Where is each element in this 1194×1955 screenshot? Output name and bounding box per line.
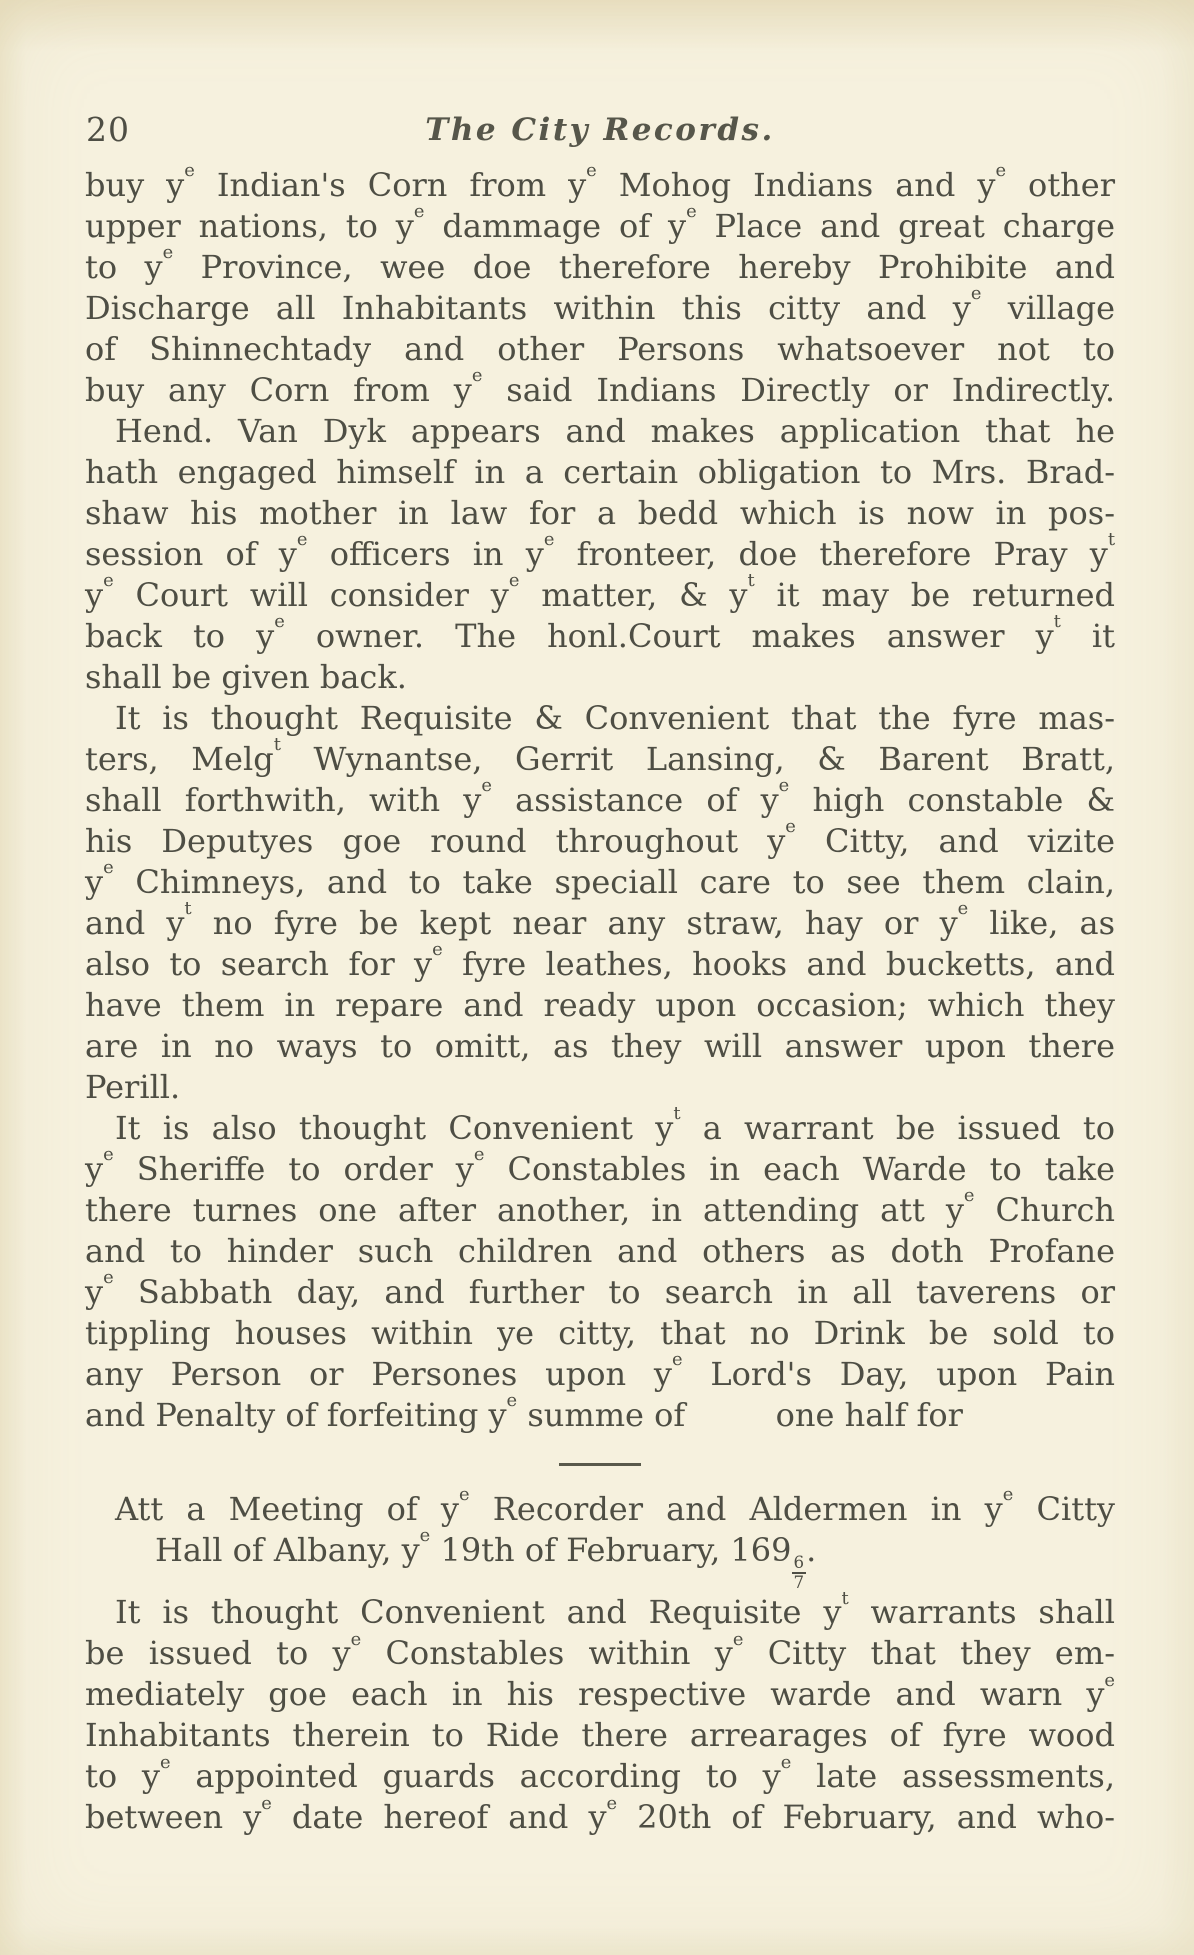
page-header bbox=[0, 0, 1194, 152]
text-line: shall be given back. bbox=[85, 658, 407, 696]
text-line: tippling houses within ye citty, that no Drink be sold to bbox=[85, 1314, 1115, 1352]
text-line: shaw his mother in law for a bedd which is now in pos- bbox=[85, 494, 1115, 532]
text-line: have them in repare and ready upon occasion; which they bbox=[85, 986, 1115, 1024]
text-line: are in no ways to omitt, as they will answer upon there bbox=[85, 1027, 1115, 1065]
text-line: ters, Melg$^t$ Wynantse, Gerrit Lansing, & Barent Bratt, bbox=[85, 734, 1116, 778]
text-line: mediately goe each in his respective warde and warn $y^e$ bbox=[85, 1669, 1115, 1714]
text-line: also to search for $y^e$ fyre leathes, hooks and bucketts, and bbox=[85, 939, 1116, 983]
text-line: his Deputyes goe round throughout $y^e$ Citty, and vizite bbox=[85, 816, 1116, 860]
text-line: buy any Corn from $y^e$ said Indians Directly or Indirectly. bbox=[85, 365, 1116, 409]
text-line: there turnes one after another, in attending att $y^e$ Church bbox=[85, 1185, 1116, 1229]
text-line: buy $y^e$ Indian's Corn from $y^e$ Mohog Indians and $y^e$ other bbox=[85, 160, 1116, 204]
text-line: Perill. bbox=[85, 1068, 181, 1106]
text-line: Att a Meeting of $y^e$ Recorder and Aldermen in $y^e$ Citty bbox=[115, 1484, 1116, 1528]
text-line: session of $y^e$ officers in $y^e$ fronteer, doe therefore Pray $y^t$ bbox=[85, 529, 1116, 573]
paragraph bbox=[85, 1103, 1116, 1436]
text-line: Inhabitants therein to Ride there arrearages of fyre wood bbox=[85, 1716, 1115, 1755]
text-line: to $y^e$ Province, wee doe therefore hereby Prohibite and bbox=[85, 242, 1116, 286]
text-line: and Penalty of forfeiting $y^e$ summe of one half for bbox=[85, 1390, 963, 1434]
page-title: The City Records. bbox=[425, 112, 775, 148]
paragraph bbox=[85, 160, 1116, 411]
text-line: hath engaged himself in a certain obligation to Mrs. Brad- bbox=[85, 453, 1115, 491]
text-line: $y^e$ Court will consider $y^e$ matter, & $y^t$ it may be returned bbox=[85, 570, 1116, 614]
text-line: Discharge all Inhabitants within this citty and $y^e$ village bbox=[85, 283, 1116, 327]
section-divider bbox=[559, 1463, 641, 1466]
text-line: between $y^e$ date hereof and $y^e$ 20th of February, and who- bbox=[85, 1792, 1116, 1837]
text-line: Hall of Albany, $y^e$ 19th of February, 169 $\frac{6}{7}$ . bbox=[155, 1525, 817, 1593]
text-line: It is also thought Convenient $y^t$ a warrant be issued to bbox=[115, 1103, 1116, 1147]
text-line: and $y^t$ no fyre be kept near any straw, hay or $y^e$ like, as bbox=[85, 898, 1115, 942]
paragraph bbox=[85, 1587, 1116, 1838]
text-line: any Person or Persones upon $y^e$ Lord's Day, upon Pain bbox=[85, 1349, 1115, 1393]
text-line: be issued to $y^e$ Constables within $y^e$ Citty that they em- bbox=[85, 1628, 1116, 1673]
text-line: upper nations, to $y^e$ dammage of $y^e$ Place and great charge bbox=[85, 201, 1116, 245]
text-line: of Shinnechtady and other Persons whatsoever not to bbox=[85, 330, 1115, 368]
text-line: $y^e$ Sabbath day, and further to search in all taverens or bbox=[85, 1267, 1115, 1311]
paragraph bbox=[85, 411, 1115, 698]
page-body bbox=[0, 160, 1194, 1838]
text-line: It is thought Convenient and Requisite $y^t$ warrants shall bbox=[115, 1587, 1116, 1632]
text-line: shall forthwith, with $y^e$ assistance of $y^e$ high constable & bbox=[85, 775, 1116, 819]
text-line: back to $y^e$ owner. The honl.Court makes answer $y^t$ it bbox=[85, 611, 1116, 655]
paragraph bbox=[85, 698, 1115, 1108]
text-line: and to hinder such children and others as doth Profane bbox=[85, 1232, 1115, 1270]
paragraph bbox=[85, 1484, 1116, 1593]
page-number: 20 bbox=[86, 110, 130, 149]
text-line: to $y^e$ appointed guards according to $y^e$ late assessments, bbox=[85, 1751, 1116, 1796]
text-line: $y^e$ Chimneys, and to take speciall care to see them clain, bbox=[85, 857, 1115, 901]
text-line: $y^e$ Sheriffe to order $y^e$ Constables in each Warde to take bbox=[85, 1144, 1116, 1188]
text-line: Hend. Van Dyk appears and makes application that he bbox=[115, 412, 1115, 450]
text-line: It is thought Requisite & Convenient that the fyre mas- bbox=[115, 699, 1115, 737]
